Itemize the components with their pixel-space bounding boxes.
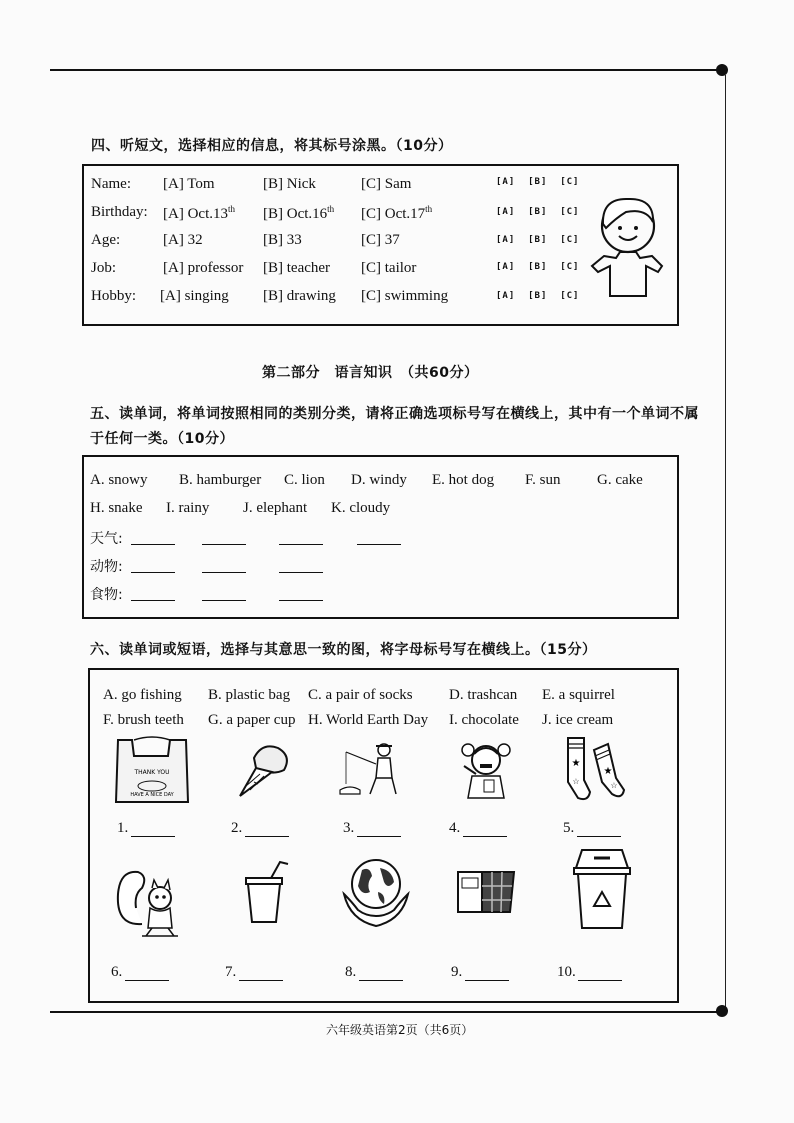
category-food-label: 食物: <box>90 587 123 603</box>
section4-heading: 四、听短文，选择相应的信息，将其标号涂黑。（10分） <box>91 138 453 154</box>
section5-heading-line2: 于任何一类。（10分） <box>90 431 234 447</box>
section5-heading-line1: 五、读单词，将单词按照相同的类别分类，请将正确选项标号写在横线上，其中有一个单词不属 <box>90 406 699 422</box>
answer-blank[interactable] <box>202 600 246 601</box>
category-weather-label: 天气: <box>90 531 123 547</box>
answer-bubbles[interactable]: [A] [B] [C] <box>496 207 580 217</box>
plastic-bag-picture <box>112 736 192 806</box>
word-option: E. hot dog <box>432 472 495 488</box>
answer-blank[interactable] <box>357 836 401 837</box>
answer-blank[interactable] <box>577 836 621 837</box>
question-number: 4. <box>449 820 461 836</box>
option-c: [C] Sam <box>361 176 412 192</box>
option-a: [A] singing <box>160 288 229 304</box>
row-label: Hobby: <box>91 288 136 304</box>
earth-day-picture <box>340 856 412 928</box>
word-option: C. lion <box>284 472 325 488</box>
svg-text:★: ★ <box>603 766 613 777</box>
answer-blank[interactable] <box>357 544 401 545</box>
page-footer: 六年级英语第2页（共6页） <box>326 1023 474 1037</box>
option-a: [A] professor <box>163 260 244 276</box>
option-b: [B] Oct.16th <box>263 204 335 222</box>
socks-picture <box>562 734 626 804</box>
option-c: [C] swimming <box>361 288 449 304</box>
word-option: I. rainy <box>166 500 210 516</box>
word-option: J. elephant <box>243 500 308 516</box>
picture-option: E. a squirrel <box>542 687 615 703</box>
answer-blank[interactable] <box>578 980 622 981</box>
bag-text-niceday: HAVE A NICE DAY <box>130 792 174 798</box>
svg-text:☆: ☆ <box>572 777 580 786</box>
answer-blank[interactable] <box>245 836 289 837</box>
option-a: [A] Tom <box>163 176 215 192</box>
answer-blank[interactable] <box>279 600 323 601</box>
trashcan-picture <box>572 848 632 932</box>
answer-blank[interactable] <box>279 544 323 545</box>
question-number: 10. <box>557 964 576 980</box>
picture-option: D. trashcan <box>449 687 518 703</box>
svg-text:★: ★ <box>571 758 581 769</box>
word-option: F. sun <box>525 472 561 488</box>
word-option: H. snake <box>90 500 143 516</box>
squirrel-picture <box>112 864 184 942</box>
boy-illustration <box>586 188 670 298</box>
picture-option: G. a paper cup <box>208 712 296 728</box>
option-c: [C] 37 <box>361 232 400 248</box>
right-margin-line <box>725 75 726 1010</box>
question-number: 5. <box>563 820 575 836</box>
ice-cream-picture <box>232 740 292 800</box>
word-option: K. cloudy <box>331 500 391 516</box>
answer-bubbles[interactable]: [A] [B] [C] <box>496 235 580 245</box>
section6-heading: 六、读单词或短语，选择与其意思一致的图，将字母标号写在横线上。（15分） <box>90 642 597 658</box>
answer-bubbles[interactable]: [A] [B] [C] <box>496 262 580 272</box>
word-option: B. hamburger <box>179 472 262 488</box>
option-c: [C] Oct.17th <box>361 204 433 222</box>
row-label: Birthday: <box>91 204 148 220</box>
chocolate-picture <box>454 864 520 916</box>
answer-blank[interactable] <box>125 980 169 981</box>
option-c: [C] tailor <box>361 260 417 276</box>
answer-bubbles[interactable]: [A] [B] [C] <box>496 177 580 187</box>
picture-option: F. brush teeth <box>103 712 184 728</box>
answer-blank[interactable] <box>463 836 507 837</box>
answer-blank[interactable] <box>359 980 403 981</box>
row-label: Age: <box>91 232 121 248</box>
option-a: [A] 32 <box>163 232 203 248</box>
paper-cup-picture <box>240 860 296 926</box>
answer-blank[interactable] <box>131 836 175 837</box>
go-fishing-picture <box>336 738 406 800</box>
option-b: [B] Nick <box>263 176 316 192</box>
answer-blank[interactable] <box>202 544 246 545</box>
question-number: 9. <box>451 964 463 980</box>
category-animal-label: 动物: <box>90 559 123 575</box>
picture-option: H. World Earth Day <box>308 712 429 728</box>
answer-bubbles[interactable]: [A] [B] [C] <box>496 291 580 301</box>
option-b: [B] 33 <box>263 232 302 248</box>
bottom-rule <box>50 1011 718 1013</box>
brush-teeth-picture <box>456 736 516 804</box>
answer-blank[interactable] <box>131 572 175 573</box>
word-option: D. windy <box>351 472 407 488</box>
row-label: Name: <box>91 176 131 192</box>
answer-blank[interactable] <box>279 572 323 573</box>
word-option: A. snowy <box>90 472 148 488</box>
picture-option: B. plastic bag <box>208 687 291 703</box>
picture-option: C. a pair of socks <box>308 687 413 703</box>
word-option: G. cake <box>597 472 643 488</box>
top-rule <box>50 69 718 71</box>
question-number: 3. <box>343 820 355 836</box>
registration-mark-top <box>716 64 728 76</box>
registration-mark-bottom <box>716 1005 728 1017</box>
row-label: Job: <box>91 260 117 276</box>
bag-text-thanks: THANK YOU <box>134 769 170 776</box>
question-number: 2. <box>231 820 243 836</box>
option-b: [B] drawing <box>263 288 336 304</box>
answer-blank[interactable] <box>131 600 175 601</box>
question-number: 8. <box>345 964 357 980</box>
picture-option: J. ice cream <box>542 712 614 728</box>
answer-blank[interactable] <box>239 980 283 981</box>
question-number: 6. <box>111 964 123 980</box>
question-number: 7. <box>225 964 237 980</box>
picture-option: I. chocolate <box>449 712 519 728</box>
answer-blank[interactable] <box>131 544 175 545</box>
part2-title: 第二部分 语言知识 （共60分） <box>262 365 479 381</box>
picture-option: A. go fishing <box>103 687 182 703</box>
option-b: [B] teacher <box>263 260 331 276</box>
svg-text:☆: ☆ <box>610 781 618 790</box>
option-a: [A] Oct.13th <box>163 204 235 222</box>
answer-blank[interactable] <box>465 980 509 981</box>
answer-blank[interactable] <box>202 572 246 573</box>
question-number: 1. <box>117 820 129 836</box>
